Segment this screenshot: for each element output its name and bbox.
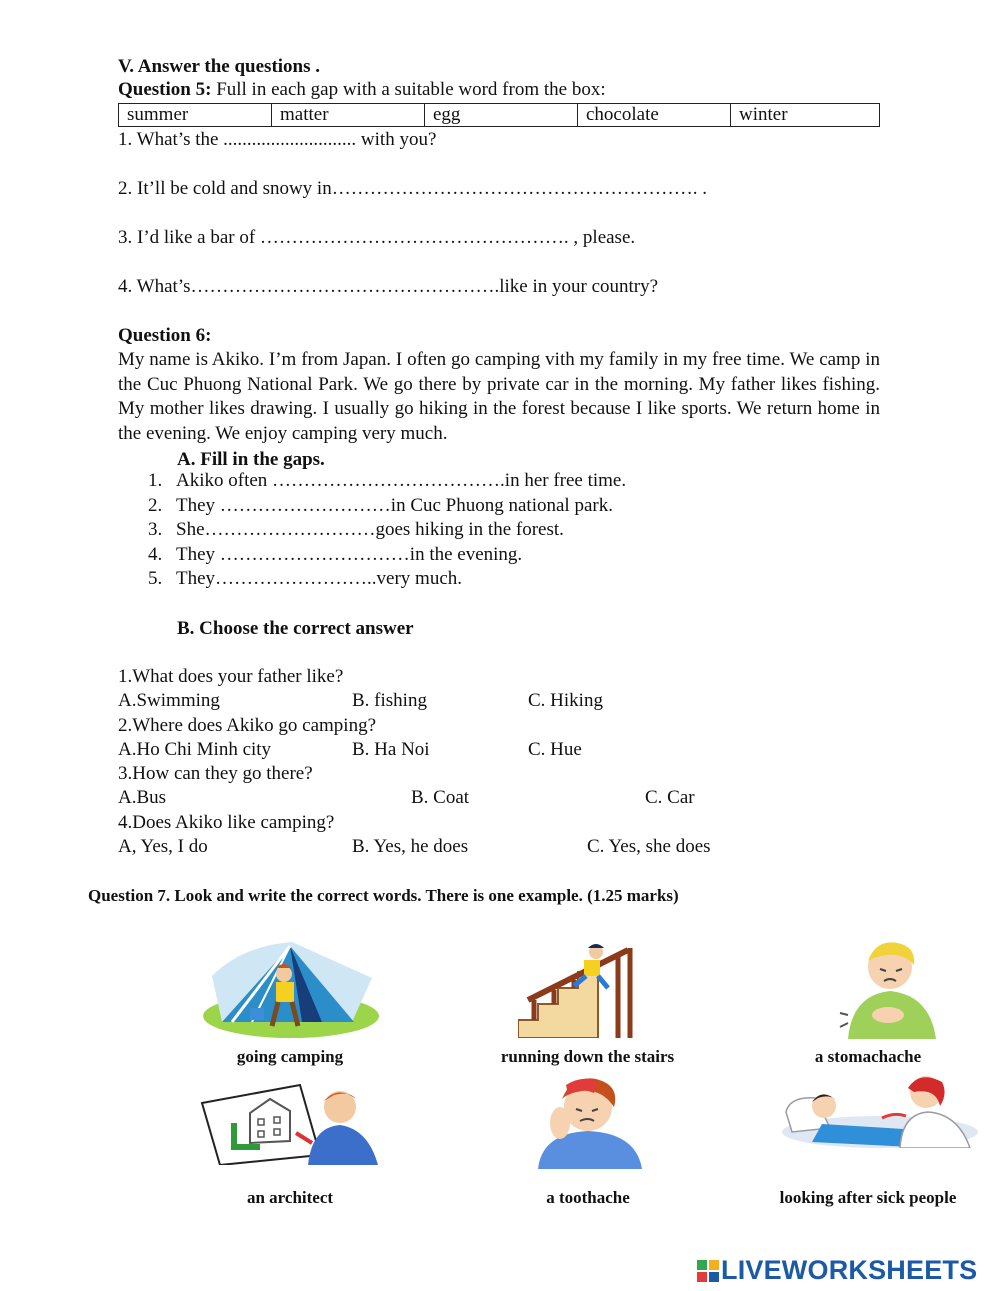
part-b-title: B. Choose the correct answer (177, 618, 414, 639)
mc-option-c: C. Hiking (528, 690, 603, 711)
toothache-picture (532, 1073, 646, 1169)
word-box-cell: matter (272, 104, 425, 127)
word-box (118, 103, 880, 127)
part-a-item (148, 495, 613, 518)
caption-stomachache: a stomachache (814, 1047, 922, 1066)
part-a-item (148, 568, 462, 591)
item-text: They …………………………in the evening. (176, 544, 523, 565)
caption-architect: an architect (246, 1188, 334, 1207)
q5-item-2: 2. It’ll be cold and snowy in…………………………………………………. . (118, 178, 707, 199)
logo-text: LIVEWORKSHEETS (721, 1255, 978, 1285)
mc-option-c: C. Car (645, 787, 695, 808)
mc-question-2: 2.Where does Akiko go camping? (118, 715, 377, 736)
item-number: 1. (148, 470, 163, 491)
item-text: She………………………goes hiking in the forest. (176, 519, 564, 540)
item-number: 5. (148, 568, 163, 589)
mc-option-b: B. Coat (411, 787, 470, 808)
item-text: Akiko often ……………………………….in her free time. (176, 470, 627, 491)
mc-option-b: B. Ha Noi (352, 739, 430, 760)
stairs-picture (518, 940, 642, 1038)
nurse-picture (782, 1072, 978, 1148)
question-5-instruction: Full in each gap with a suitable word from the box: (211, 79, 606, 100)
part-a-item (148, 544, 522, 567)
liveworksheets-logo (697, 1255, 977, 1286)
q5-item-1: 1. What’s the ............................ with you? (118, 129, 437, 150)
mc-option-a: A.Bus (118, 787, 167, 808)
q5-item-4: 4. What’s………………………………………….like in your country? (118, 276, 659, 297)
item-text: They ………………………in Cuc Phuong national park. (176, 495, 613, 516)
item-text: They……………………..very much. (176, 568, 463, 589)
mc-question-3: 3.How can they go there? (118, 763, 313, 784)
mc-option-b: B. Yes, he does (352, 836, 469, 857)
mc-option-a: A.Ho Chi Minh city (118, 739, 272, 760)
section-title: V. Answer the questions . (118, 56, 321, 77)
camping-picture (202, 938, 380, 1038)
stomachache-picture (838, 935, 944, 1039)
word-box-cell: winter (731, 104, 880, 127)
mc-option-a: A.Swimming (118, 690, 220, 711)
logo-icon (697, 1258, 719, 1280)
q5-item-3: 3. I’d like a bar of …………………………………………. , please. (118, 227, 636, 248)
part-a-item (148, 519, 564, 542)
item-number: 2. (148, 495, 163, 516)
caption-going-camping: going camping (236, 1047, 344, 1066)
caption-running-down-stairs: running down the stairs (500, 1047, 675, 1066)
item-number: 3. (148, 519, 163, 540)
question-7-title: Question 7. Look and write the correct words. There is one example. (1.25 marks) (88, 886, 679, 905)
part-a-title: A. Fill in the gaps. (177, 449, 325, 470)
item-number: 4. (148, 544, 163, 565)
architect-picture (200, 1083, 382, 1165)
word-box-cell: summer (119, 104, 272, 127)
word-box-cell: egg (425, 104, 578, 127)
mc-question-1: 1.What does your father like? (118, 666, 344, 687)
mc-option-c: C. Yes, she does (587, 836, 711, 857)
word-box-cell: chocolate (578, 104, 731, 127)
question-5-label: Question 5: (118, 79, 212, 100)
mc-option-c: C. Hue (528, 739, 582, 760)
caption-looking-after-sick-people: looking after sick people (779, 1188, 957, 1207)
mc-question-4: 4.Does Akiko like camping? (118, 812, 335, 833)
part-a-item (148, 470, 626, 493)
mc-option-a: A, Yes, I do (118, 836, 208, 857)
reading-passage: My name is Akiko. I’m from Japan. I often go camping vith my family in my free time. We camp in the Cuc Phuong National Park. We go there by private car in the morning. My father likes fishing. My mother likes drawing. I usually go hiking in the forest because I like sports. We return home in the evening. We enjoy camping very much. (118, 349, 880, 444)
question-5-header (118, 79, 606, 102)
question-6-label: Question 6: (118, 325, 212, 346)
mc-option-b: B. fishing (352, 690, 427, 711)
caption-toothache: a toothache (546, 1188, 630, 1207)
